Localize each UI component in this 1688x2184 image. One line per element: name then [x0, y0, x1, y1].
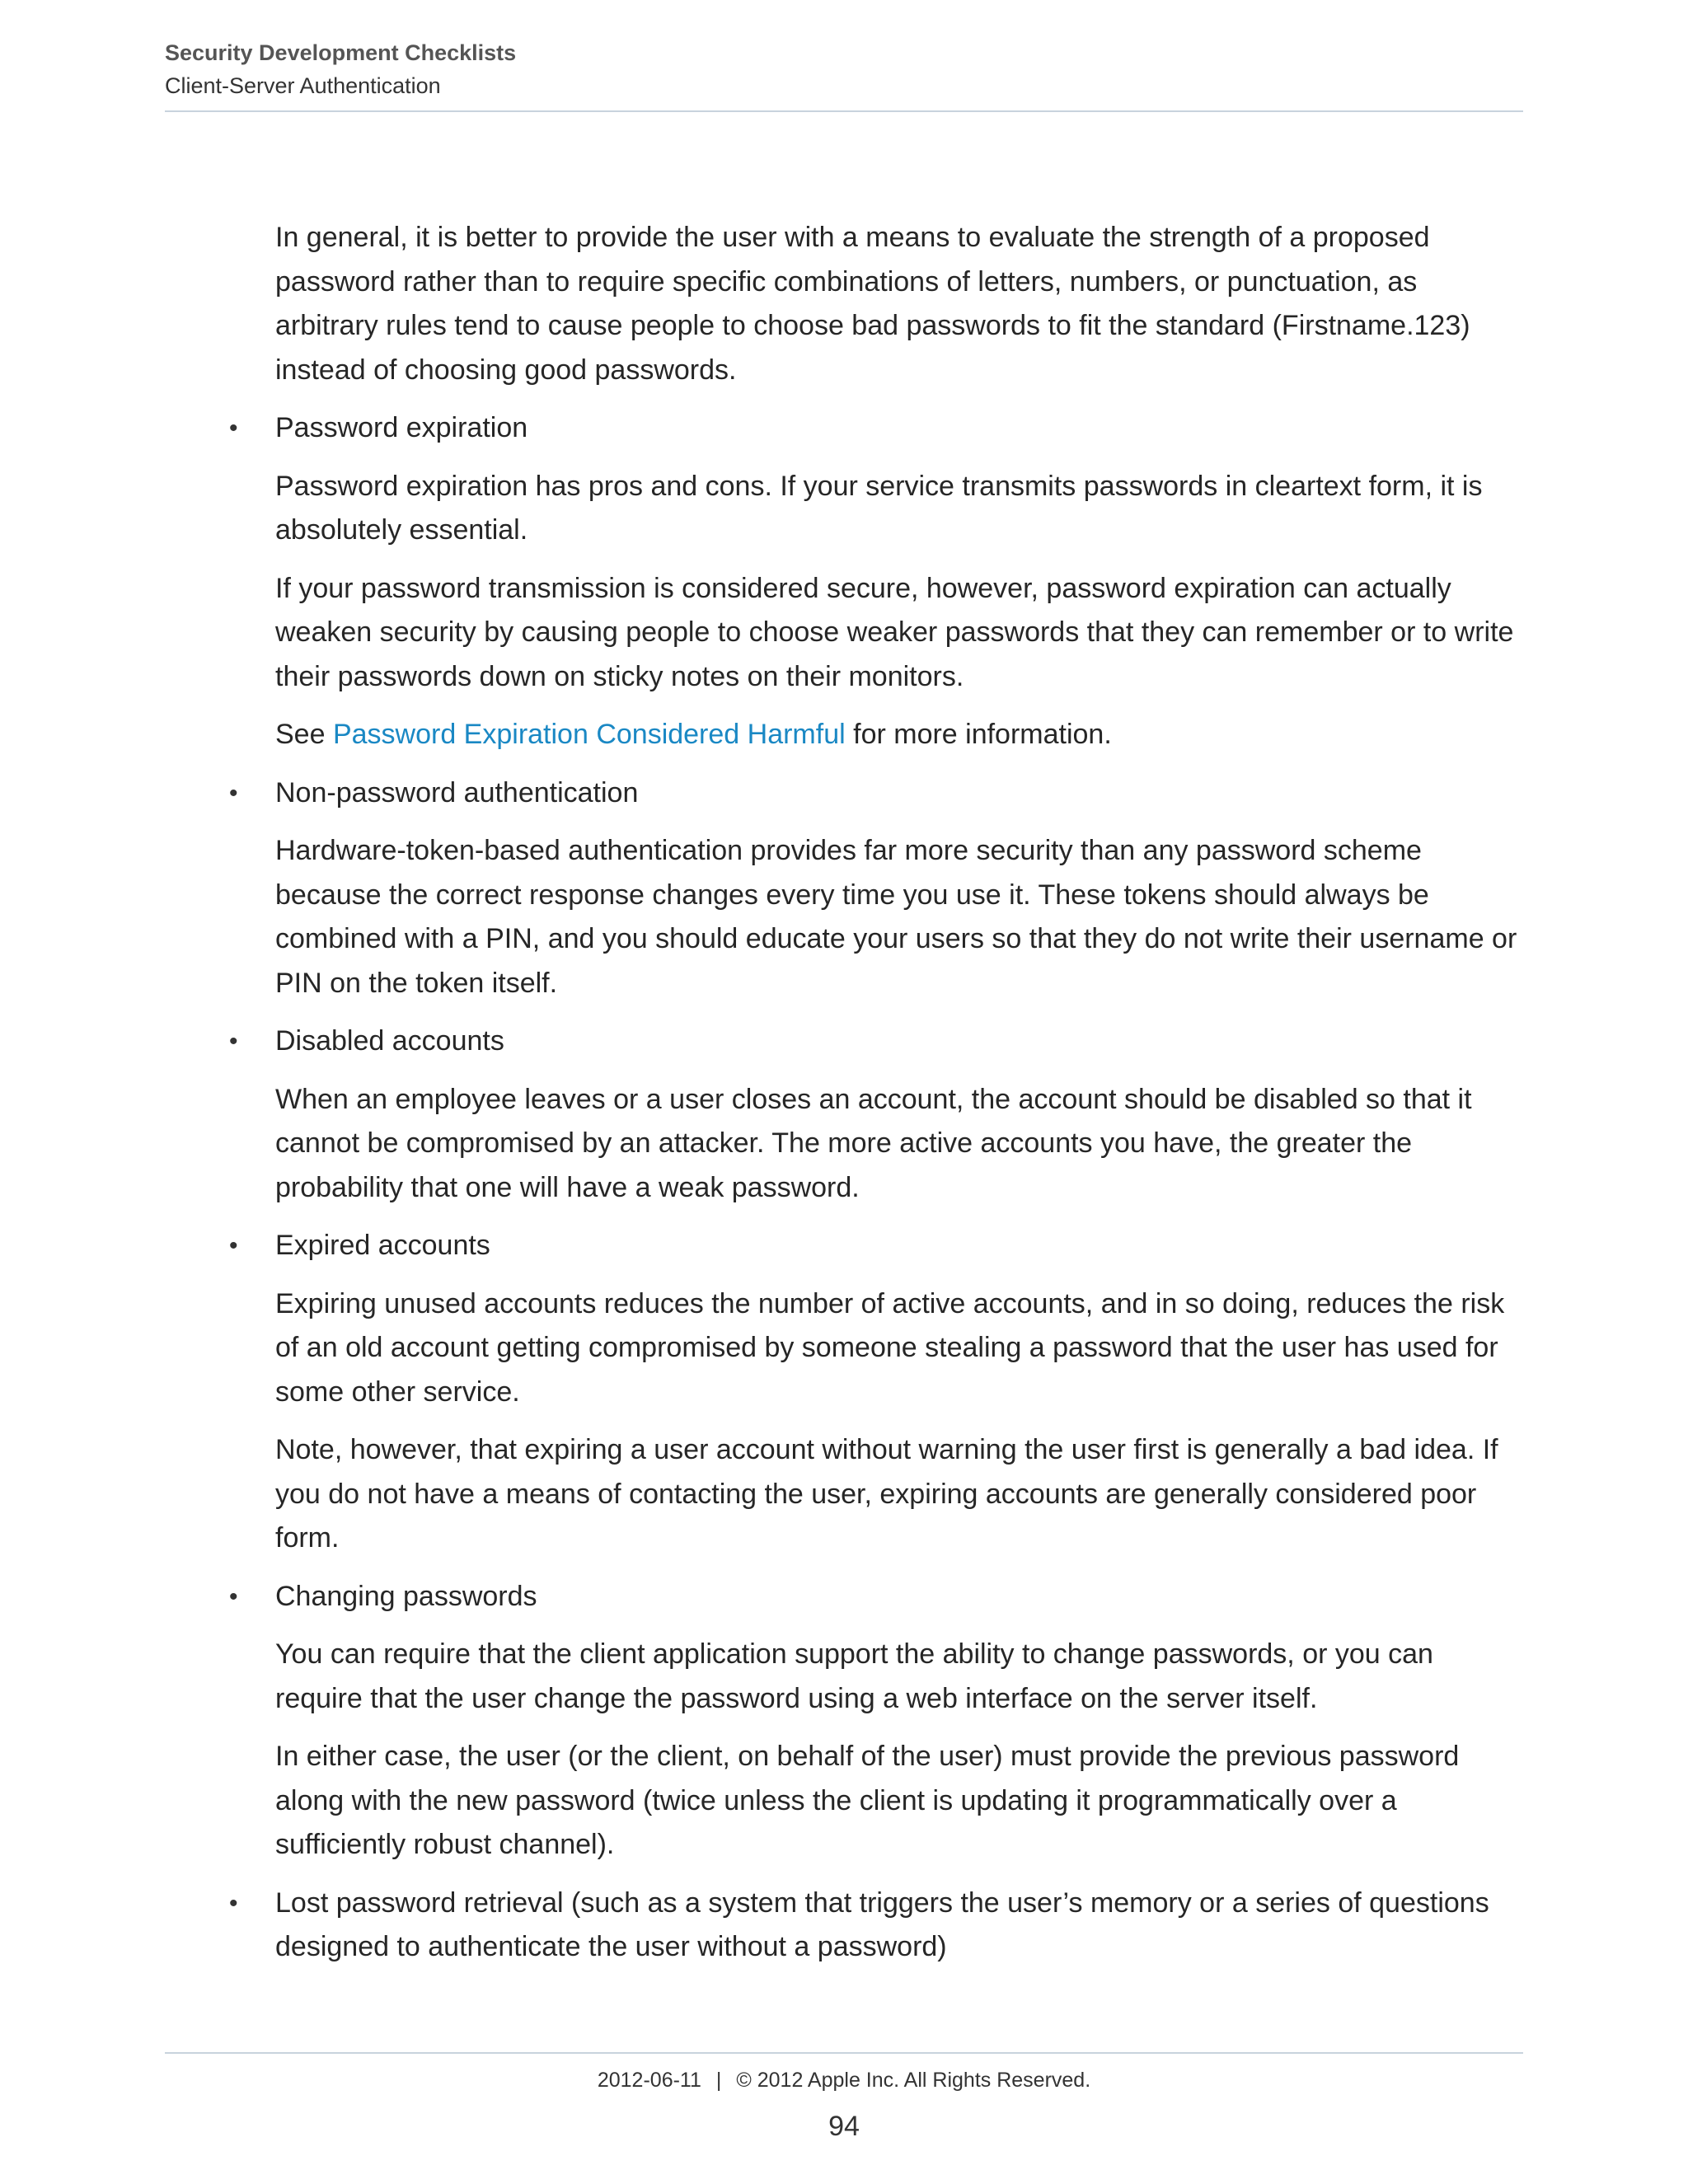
list-item-password-expiration	[229, 406, 1523, 757]
intro-paragraph: In general, it is better to provide the user with a means to evaluate the strength of a proposed password rather than to require specific combinations of letters, numbers, or punctuation, as arbitrary rules tend to cause people to choose bad passwords to fit the standard (Firstname.123) instead of choosing good passwords.	[275, 222, 1470, 386]
list-item-paragraph: When an employee leaves or a user closes an account, the account should be disabled so that it cannot be compromised by an attacker. The more active accounts you have, the greater the probability that one will have a weak password.	[275, 1083, 1472, 1203]
see-suffix: for more information.	[845, 719, 1112, 750]
main-content	[229, 216, 1523, 1984]
bullet-icon: •	[229, 1232, 238, 1259]
footer-copyright: © 2012 Apple Inc. All Rights Reserved.	[736, 2069, 1091, 2092]
list-item-heading: Password expiration	[275, 412, 528, 443]
list-item-non-password-authentication	[229, 771, 1523, 1006]
see-also-paragraph	[275, 713, 1523, 757]
section-title: Client-Server Authentication	[165, 73, 441, 98]
document-title: Security Development Checklists	[165, 40, 517, 65]
see-prefix: See	[275, 719, 333, 750]
list-item-paragraph: Note, however, that expiring a user account without warning the user first is generally a bad idea. If you do not have a means of contacting the user, expiring accounts are generally considered poor form.	[275, 1434, 1498, 1554]
list-item-paragraph: You can require that the client application support the ability to change passwords, or you can require that the user change the password using a web interface on the server itself.	[275, 1638, 1433, 1714]
list-item-paragraph: In either case, the user (or the client, on behalf of the user) must provide the previous password along with the new password (twice unless the client is updating it programmatically over a sufficiently robust channel).	[275, 1741, 1460, 1860]
list-item-heading: Non-password authentication	[275, 776, 639, 808]
list-item-heading: Lost password retrieval (such as a system that triggers the user’s memory or a series of questions designed to authenticate the user without a password)	[275, 1886, 1489, 1962]
footer-line	[165, 2065, 1523, 2095]
list-item-paragraph: Hardware-token-based authentication provides far more security than any password scheme because the correct response changes every time you use it. These tokens should always be combined with a PIN, and you should educate your users so that they do not write their username or PIN on the token itself.	[275, 835, 1517, 999]
page-header	[165, 36, 1523, 112]
list-item-heading: Changing passwords	[275, 1580, 537, 1612]
footer-date: 2012-06-11	[597, 2069, 701, 2092]
list-item-heading: Disabled accounts	[275, 1025, 504, 1057]
list-item-disabled-accounts	[229, 1019, 1523, 1210]
page-number: 94	[828, 2111, 860, 2142]
page-footer	[165, 2052, 1523, 2143]
bullet-icon: •	[229, 1028, 238, 1055]
list-item-paragraph: If your password transmission is considered secure, however, password expiration can actually weaken security by causing people to choose weaker passwords that they can remember or to write their passwords down on sticky notes on their monitors.	[275, 572, 1514, 692]
footer-separator: |	[715, 2069, 722, 2092]
bullet-icon: •	[229, 1889, 238, 1917]
bullet-icon: •	[229, 415, 238, 442]
list-item-lost-password-retrieval	[229, 1882, 1523, 1970]
list-item-heading: Expired accounts	[275, 1230, 490, 1261]
list-item-paragraph: Password expiration has pros and cons. If your service transmits passwords in cleartext form, it is absolutely essential.	[275, 470, 1483, 546]
password-expiration-harmful-link[interactable]: Password Expiration Considered Harmful	[332, 719, 846, 750]
bullet-icon: •	[229, 1582, 238, 1610]
list-item-paragraph: Expiring unused accounts reduces the number of active accounts, and in so doing, reduces the risk of an old account getting compromised by someone stealing a password that the user has used for some other service.	[275, 1287, 1505, 1408]
list-item-changing-passwords	[229, 1575, 1523, 1868]
bullet-icon: •	[229, 779, 238, 807]
list-item-expired-accounts	[229, 1224, 1523, 1561]
